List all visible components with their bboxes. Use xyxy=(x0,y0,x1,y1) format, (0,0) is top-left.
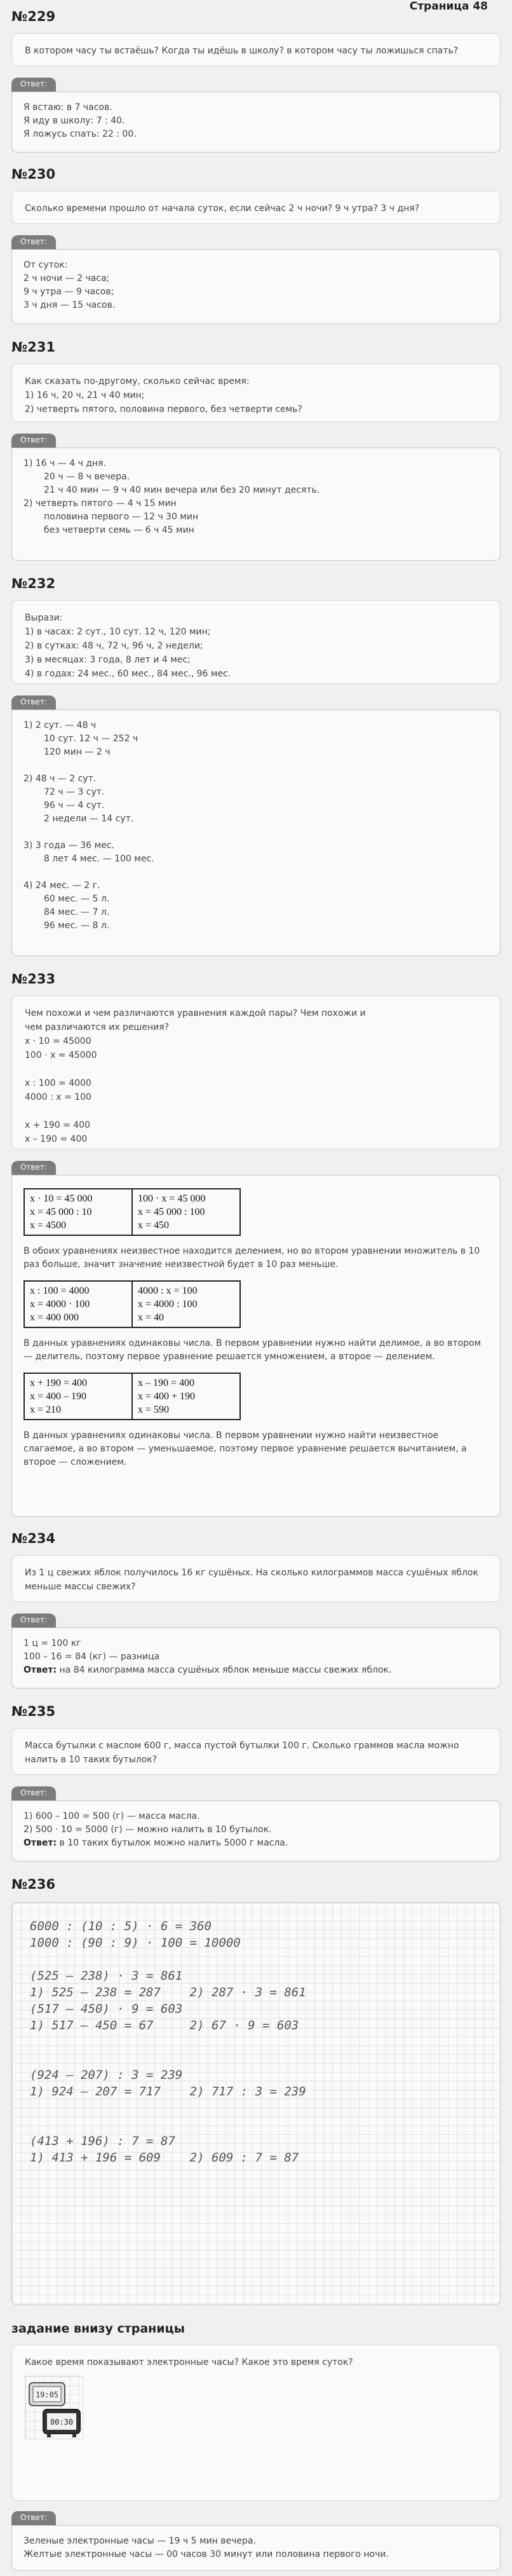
explanation-text: В данных уравнениях одинаковы числа. В первом уравнении нужно найти делимое, а во втором — делитель, поэтому первое уравнение решается умножением, а второе — делением. xyxy=(24,1338,482,1362)
question-line: 4) в годах: 24 мес., 60 мес., 84 мес., 96 мес. xyxy=(25,669,231,679)
equation-line: x : 100 = 4000 xyxy=(30,1285,90,1296)
answer-label: Ответ: xyxy=(11,1161,56,1175)
equation-line: x + 190 = 400 xyxy=(30,1378,88,1388)
answer-line: 96 ч — 4 сут. xyxy=(44,800,105,811)
handwritten-line xyxy=(30,1951,482,1968)
answer-line: Желтые электронные часы — 00 часов 30 минут или половина первого ночи. xyxy=(24,2549,389,2559)
task-235-answer xyxy=(11,1800,501,1861)
question-line: 2) четверть пятого, половина первого, без четверти семь? xyxy=(25,404,302,414)
question-line: Вырази: xyxy=(25,613,63,623)
handwritten-line: 1000 : (90 : 9) · 100 = 10000 xyxy=(30,1936,241,1950)
page-label: Страница 48 xyxy=(409,0,488,13)
task-229-question xyxy=(11,33,501,66)
task-232-question xyxy=(11,600,501,684)
bottom-task-answer xyxy=(11,2525,501,2571)
answer-label: Ответ: xyxy=(11,2511,56,2525)
handwritten-line xyxy=(30,2100,482,2116)
answer-line: 60 мес. — 5 л. xyxy=(44,894,110,904)
clock-leg xyxy=(47,2434,51,2437)
answer-line: Я ложусь спать: 22 : 00. xyxy=(24,129,137,139)
handwritten-line: (525 – 238) · 3 = 861 xyxy=(30,1969,183,1983)
handwritten-line xyxy=(30,2050,482,2067)
question-text: Из 1 ц свежих яблок получилось 16 кг сушёных. На сколько килограммов масса сушёных яблок меньше массы свежих? xyxy=(25,1568,478,1592)
question-line xyxy=(25,1104,487,1118)
question-line: x · 10 = 45000 xyxy=(25,1036,91,1046)
answer-line: половина первого — 12 ч 30 мин xyxy=(44,512,199,522)
question-line: 4000 : x = 100 xyxy=(25,1092,91,1102)
green-clock-time: 19:05 xyxy=(35,2390,59,2399)
handwritten-line: 1) 525 – 238 = 287 2) 287 · 3 = 861 xyxy=(30,1985,306,1999)
equation-table-2 xyxy=(24,1280,241,1328)
task-230-answer xyxy=(11,249,501,324)
equation-line: x = 4500 xyxy=(30,1220,67,1231)
answer-line: 120 мин — 2 ч xyxy=(44,747,111,757)
answer-final xyxy=(24,1664,488,1677)
answer-line xyxy=(24,866,488,879)
question-text: В котором часу ты встаёшь? Когда ты идёшь в школу? в котором часу ты ложишься спать? xyxy=(25,46,459,56)
answer-line: 1) 2 сут. — 48 ч xyxy=(24,720,97,730)
handwritten-line: 1) 517 – 450 = 67 2) 67 · 9 = 603 xyxy=(30,2018,299,2032)
equation-table-3 xyxy=(24,1373,241,1420)
question-text: Какое время показывают электронные часы? Какое это время суток? xyxy=(25,2357,353,2367)
task-230-title: №230 xyxy=(11,167,56,182)
task-234-answer xyxy=(11,1627,501,1689)
answer-line: 2) четверть пятого — 4 ч 15 мин xyxy=(24,498,177,509)
task-230-question xyxy=(11,191,501,224)
answer-line: 3) 3 года — 36 мес. xyxy=(24,840,114,851)
question-line: 1) 16 ч, 20 ч, 21 ч 40 мин; xyxy=(25,390,145,401)
handwritten-line: (517 – 450) · 9 = 603 xyxy=(30,2002,183,2016)
equation-line: x = 45 000 : 10 xyxy=(30,1207,92,1217)
answer-line: 2) 48 ч — 2 сут. xyxy=(24,774,97,784)
equation-cell xyxy=(132,1373,240,1420)
answer-line: 10 сут. 12 ч — 252 ч xyxy=(44,734,138,744)
handwritten-line: 6000 : (10 : 5) · 6 = 360 xyxy=(30,1919,212,1933)
task-229-title: №229 xyxy=(11,9,56,24)
equation-cell xyxy=(24,1189,132,1235)
question-line: x – 190 = 400 xyxy=(25,1134,88,1144)
question-line: 100 · x = 45000 xyxy=(25,1050,97,1060)
equation-cell xyxy=(24,1281,132,1327)
task-231-title: №231 xyxy=(11,339,56,355)
equation-line: x = 400 000 xyxy=(30,1312,79,1323)
answer-line xyxy=(24,826,488,839)
answer-final xyxy=(24,1837,488,1850)
task-233-answer xyxy=(11,1175,501,1517)
answer-line xyxy=(24,759,488,772)
question-line: x : 100 = 4000 xyxy=(25,1078,91,1088)
task-233-question xyxy=(11,996,501,1149)
answer-line: Я встаю: в 7 часов. xyxy=(24,102,112,113)
equation-table-1 xyxy=(24,1188,241,1236)
answer-line: 1 ц = 100 кг xyxy=(24,1638,81,1648)
equation-line: x = 40 xyxy=(138,1312,165,1323)
equation-line: 4000 : x = 100 xyxy=(138,1285,198,1296)
question-line: x + 190 = 400 xyxy=(25,1120,90,1130)
equation-line: 100 · x = 45 000 xyxy=(138,1193,206,1204)
answer-line: Я иду в школу: 7 : 40. xyxy=(24,116,125,126)
equation-line: x · 10 = 45 000 xyxy=(30,1193,93,1204)
answer-line: 1) 16 ч — 4 ч дня. xyxy=(24,458,107,469)
bottom-task-title: задание внизу страницы xyxy=(11,2322,185,2336)
task-233-title: №233 xyxy=(11,971,56,987)
answer-line: 20 ч — 8 ч вечера. xyxy=(44,472,130,482)
task-235-title: №235 xyxy=(11,1704,56,1719)
answer-final-label: Ответ: xyxy=(24,1665,57,1675)
answer-line: От суток: xyxy=(24,260,68,270)
task-235-question xyxy=(11,1728,501,1775)
answer-line: 8 лет 4 мес. — 100 мес. xyxy=(44,854,154,864)
question-text: Масса бутылки с маслом 600 г, масса пустой бутылки 100 г. Сколько граммов масла можно налить в 10 таких бутылок? xyxy=(25,1741,459,1765)
bottom-task-question xyxy=(11,2345,501,2501)
answer-line: 100 – 16 = 84 (кг) — разница xyxy=(24,1652,160,1662)
answer-line: 72 ч — 3 сут. xyxy=(44,787,105,797)
answer-line: 3 ч дня — 15 часов. xyxy=(24,300,116,310)
explanation-text: В обоих уравнениях неизвестное находится делением, но во втором уравнении множитель в 10 раз больше, значит значение неизвестной будет в 10 раз меньше. xyxy=(24,1246,480,1270)
handwritten-line: 1) 924 – 207 = 717 2) 717 : 3 = 239 xyxy=(30,2085,306,2099)
equation-line: x = 4000 : 100 xyxy=(138,1299,198,1310)
equation-line: x = 400 + 190 xyxy=(138,1391,196,1402)
answer-label: Ответ: xyxy=(11,1613,56,1627)
equation-line: x = 45 000 : 100 xyxy=(138,1207,205,1217)
answer-label: Ответ: xyxy=(11,78,56,92)
digital-clocks-icon xyxy=(25,2376,84,2440)
question-line: 3) в месяцах: 3 года, 8 лет и 4 мес; xyxy=(25,655,191,665)
equation-line: x = 400 – 190 xyxy=(30,1391,87,1402)
equation-cell xyxy=(132,1281,240,1327)
question-line: 2) в сутках: 48 ч, 72 ч, 96 ч, 2 недели; xyxy=(25,641,203,651)
handwritten-line: 1) 413 + 196 = 609 2) 609 : 7 = 87 xyxy=(30,2151,299,2165)
answer-final-text: в 10 таких бутылок можно налить 5000 г масла. xyxy=(57,1838,288,1848)
answer-line: 2 недели — 14 сут. xyxy=(44,814,134,824)
handwritten-line: (413 + 196) : 7 = 87 xyxy=(30,2134,175,2148)
answer-line: 96 мес. — 8 л. xyxy=(44,921,110,931)
answer-line: 1) 600 – 100 = 500 (г) — масса масла. xyxy=(24,1811,200,1821)
answer-label: Ответ: xyxy=(11,434,56,448)
question-line xyxy=(25,1062,487,1076)
equation-line: x – 190 = 400 xyxy=(138,1378,195,1388)
answer-line: 84 мес. — 7 л. xyxy=(44,907,110,917)
answer-line: 21 ч 40 мин — 9 ч 40 мин вечера или без 20 минут десять. xyxy=(44,485,320,495)
answer-line: без четверти семь — 6 ч 45 мин xyxy=(44,525,194,535)
question-text: Сколько времени прошло от начала суток, если сейчас 2 ч ночи? 9 ч утра? 3 ч дня? xyxy=(25,203,420,214)
equation-line: x = 210 xyxy=(30,1404,62,1415)
answer-line: 9 ч утра — 9 часов; xyxy=(24,287,114,297)
yellow-clock-time: 00:30 xyxy=(50,2418,74,2427)
answer-final-label: Ответ: xyxy=(24,1838,57,1848)
task-231-answer xyxy=(11,448,501,561)
task-236-title: №236 xyxy=(11,1877,56,1892)
task-236-handwritten-solution xyxy=(11,1902,501,2305)
answer-line: 2 ч ночи — 2 часа; xyxy=(24,273,110,284)
clocks-illustration xyxy=(25,2376,83,2439)
handwritten-line xyxy=(30,2034,482,2050)
question-line: 1) в часах: 2 сут., 10 сут. 12 ч, 120 мин; xyxy=(25,627,211,637)
answer-label: Ответ: xyxy=(11,1786,56,1800)
handwritten-line: (924 – 207) : 3 = 239 xyxy=(30,2068,183,2082)
equation-line: x = 4000 · 100 xyxy=(30,1299,90,1310)
clock-leg xyxy=(72,2434,76,2437)
answer-label: Ответ: xyxy=(11,695,56,709)
task-229-answer xyxy=(11,92,501,153)
answer-line: Зеленые электронные часы — 19 ч 5 мин вечера. xyxy=(24,2536,256,2546)
answer-label: Ответ: xyxy=(11,235,56,249)
equation-line: x = 590 xyxy=(138,1404,170,1415)
equation-line: x = 450 xyxy=(138,1220,170,1231)
equation-cell xyxy=(24,1373,132,1420)
question-text: Чем похожи и чем различаются уравнения каждой пары? Чем похожи и чем различаются их решения? xyxy=(25,1008,366,1032)
task-234-title: №234 xyxy=(11,1531,56,1546)
answer-final-text: на 84 килограмма масса сушёных яблок меньше массы свежих яблок. xyxy=(57,1665,392,1675)
explanation-text: В данных уравнениях одинаковы числа. В первом уравнении нужно найти неизвестное слагаемое, а во втором — уменьшаемое, поэтому первое уравнение решается вычитанием, а второе — сложением. xyxy=(24,1430,467,1467)
task-234-question xyxy=(11,1555,501,1602)
question-line: Как сказать по-другому, сколько сейчас время: xyxy=(25,376,250,387)
task-232-title: №232 xyxy=(11,576,56,591)
answer-line: 2) 500 · 10 = 5000 (г) — можно налить в 10 бутылок. xyxy=(24,1825,272,1835)
task-231-question xyxy=(11,364,501,422)
equation-cell xyxy=(132,1189,240,1235)
answer-line: 4) 24 мес. — 2 г. xyxy=(24,880,100,891)
handwritten-line xyxy=(30,2116,482,2133)
task-232-answer xyxy=(11,709,501,956)
